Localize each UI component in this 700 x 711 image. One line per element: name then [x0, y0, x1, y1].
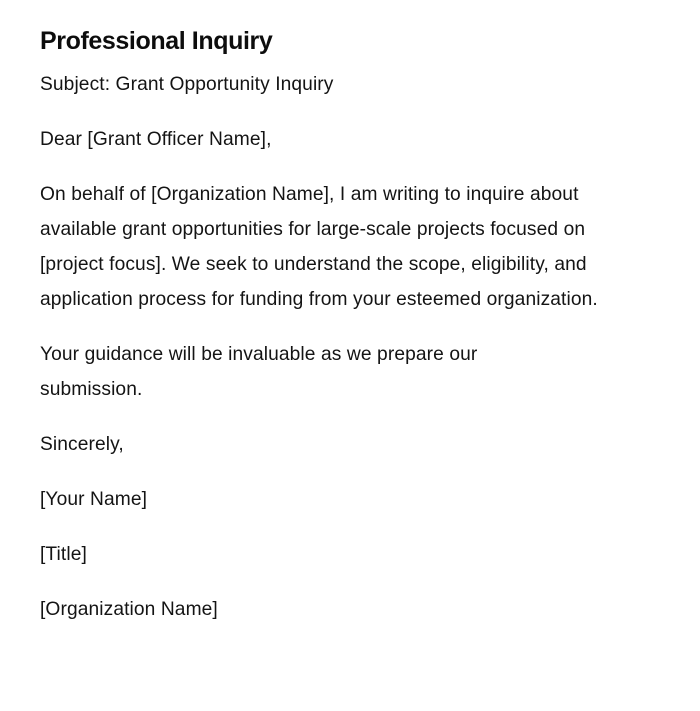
signature-name: [Your Name] [40, 489, 148, 510]
subject-line: Subject: Grant Opportunity Inquiry [40, 74, 334, 95]
greeting: Dear [Grant Officer Name], [40, 129, 272, 150]
closing: Sincerely, [40, 434, 124, 455]
body-paragraph-1: On behalf of [Organization Name], I am writing to inquire about available grant opportunities for large-scale projects focused on [project focus]. We seek to understand the scope, eligibility, and application process for funding from your esteemed organization. [40, 184, 598, 310]
body-paragraph-2: Your guidance will be invaluable as we prepare our submission. [40, 344, 478, 400]
signature-title: [Title] [40, 544, 87, 565]
document-title: Professional Inquiry [40, 27, 273, 55]
signature-organization: [Organization Name] [40, 599, 218, 620]
